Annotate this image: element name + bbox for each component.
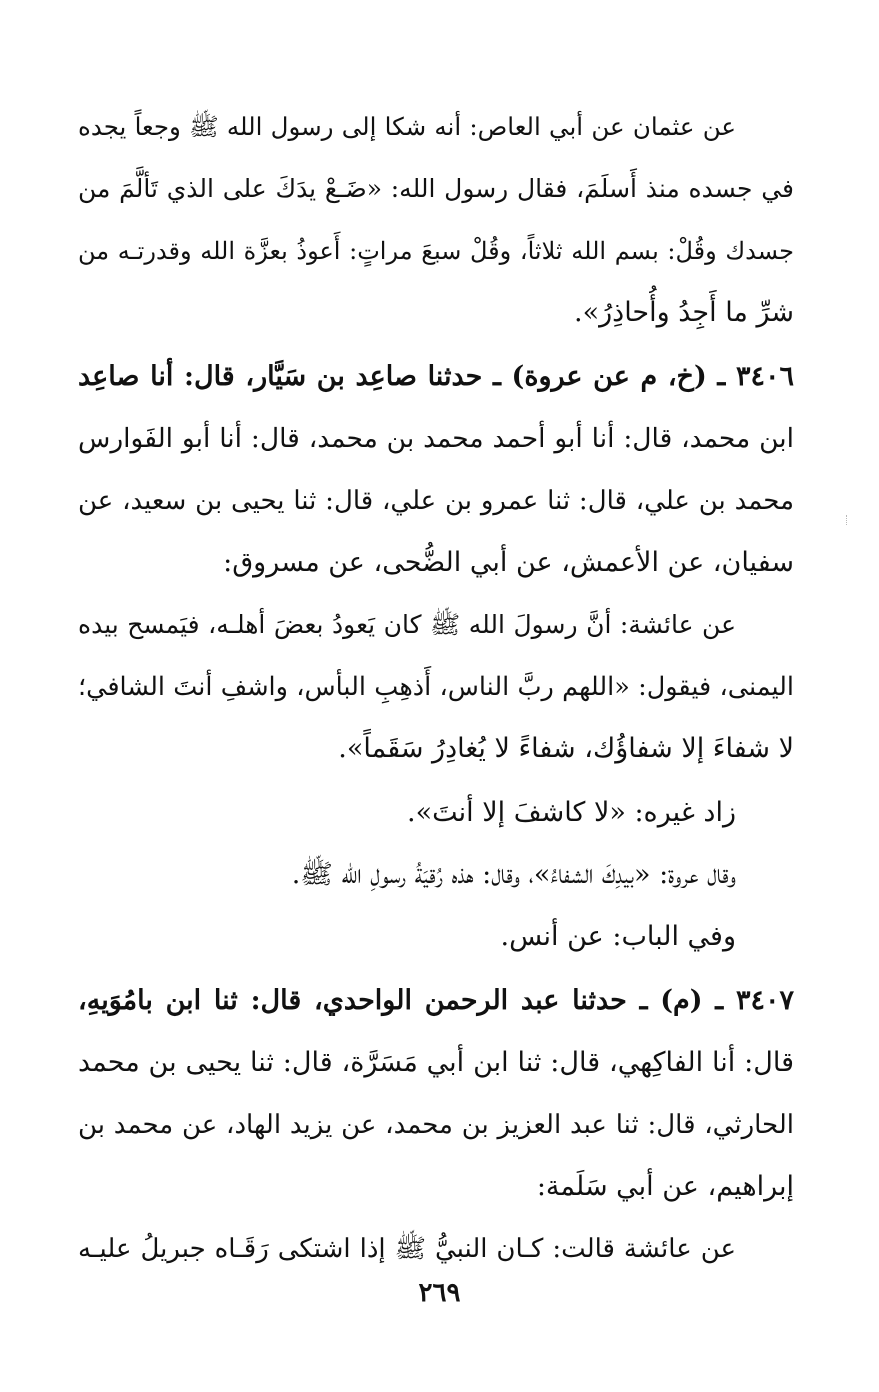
hadith-heading-3407: ٣٤٠٧ ـ (م) ـ حدثنا عبد الرحمن الواحدي، قال: ثنا ابن بامُوَيهِ، (78, 985, 794, 1016)
hadith-heading-3406: ٣٤٠٦ ـ (خ، م عن عروة) ـ حدثنا صاعِد بن سَيَّار، قال: أنا صاعِد (78, 361, 794, 392)
text-line: ابن محمد، قال: أنا أبو أحمد محمد بن محمد، قال: أنا أبو الفَوارس (78, 423, 794, 454)
text-line: اليمنى، فيقول: «اللهم ربَّ الناس، أَذهِبِ البأس، واشفِ أنتَ الشافي؛ (78, 672, 794, 702)
text-line: وفي الباب: عن أنس. (500, 921, 736, 952)
text-line: إبراهيم، عن أبي سَلَمة: (536, 1171, 794, 1202)
text-line: سفيان، عن الأعمش، عن أبي الضُّحى، عن مسروق: (223, 547, 794, 578)
scan-artifact (846, 515, 849, 525)
text-line: الحارثي، قال: ثنا عبد العزيز بن محمد، عن يزيد الهاد، عن محمد بن (78, 1110, 794, 1140)
text-line: زاد غيره: «لا كاشفَ إلا أنتَ». (407, 797, 736, 828)
text-line: قال: أنا الفاكِهي، قال: ثنا ابن أبي مَسَرَّة، قال: ثنا يحيى بن محمد (78, 1047, 794, 1078)
text-line: لا شفاءَ إلا شفاؤُك، شفاءً لا يُغادِرُ سَقَماً». (338, 733, 794, 764)
text-line: عن عائشة قالت: كـان النبيُّ ﷺ إذا اشتكى رَقَـاه جبريلُ عليـه (78, 1234, 736, 1264)
text-line: عن عثمان عن أبي العاص: أنه شكا إلى رسول الله ﷺ وجعاً يجده (78, 112, 736, 141)
page-number: ٢٦٩ (418, 1278, 461, 1308)
text-line: جسدك وقُلْ: بسم الله ثلاثاً، وقُلْ سبعَ مراتٍ: أَعوذُ بعزَّة الله وقدرتـه من (78, 237, 794, 265)
text-line: عن عائشة: أنَّ رسولَ الله ﷺ كان يَعودُ بعضَ أهلـه، فيَمسح بيده (78, 610, 736, 639)
text-line: وقال عروة: «بيدِكَ الشفاءُ»، وقال: هذه رُقيَةُ رسولِ الله ﷺ. (291, 859, 736, 890)
text-line: في جسده منذ أَسلَمَ، فقال رسول الله: «ضَـعْ يدَكَ على الذي تَألَّمَ من (78, 174, 794, 203)
text-line: محمد بن علي، قال: ثنا عمرو بن علي، قال: ثنا يحيى بن سعيد، عن (78, 486, 794, 516)
text-line: شرِّ ما أَجِدُ وأُحاذِرُ». (574, 297, 794, 328)
